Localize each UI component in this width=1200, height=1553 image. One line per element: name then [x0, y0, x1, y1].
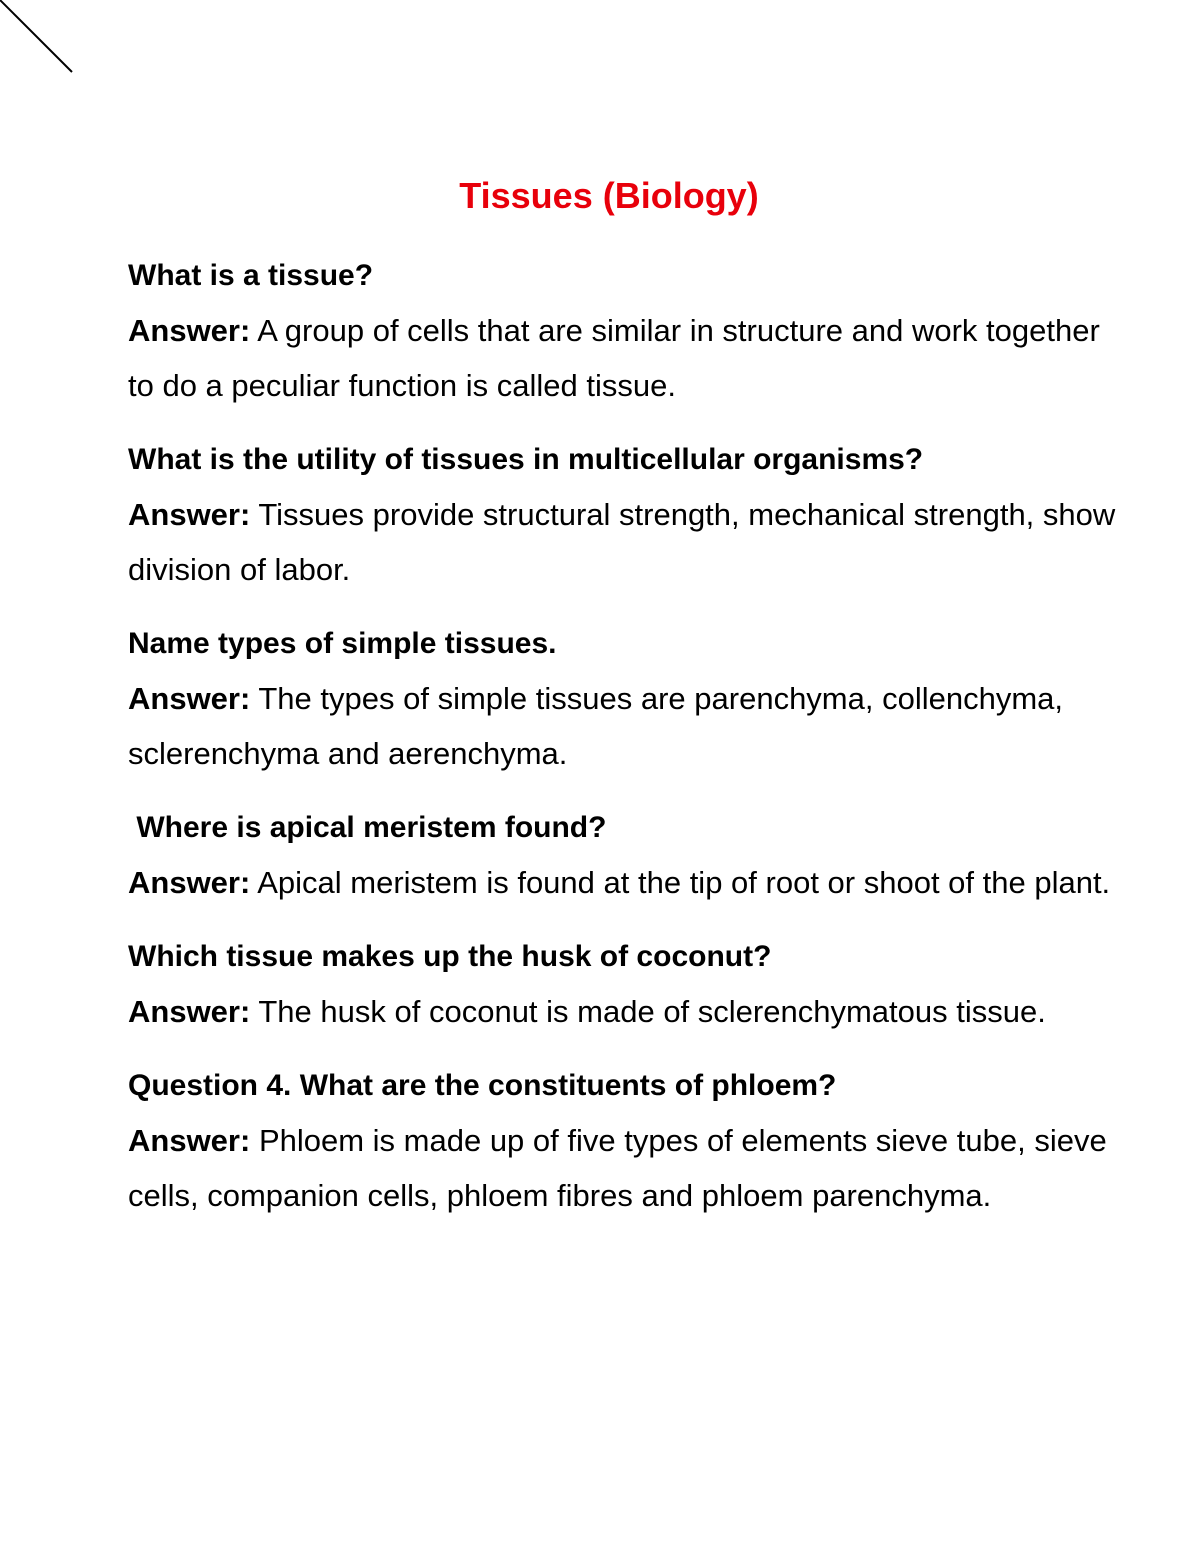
answer-label: Answer:	[128, 497, 251, 532]
question-text: What is a tissue?	[128, 259, 374, 292]
answer-label: Answer:	[128, 1123, 251, 1158]
qa-item-2	[128, 432, 1118, 597]
answer-label: Answer:	[128, 865, 251, 900]
question-text: Question 4. What are the constituents of phloem?	[128, 1069, 837, 1102]
answer-text: The husk of coconut is made of sclerenchymatous tissue.	[258, 994, 1046, 1029]
qa-item-3	[128, 616, 1118, 781]
page-title: Tissues (Biology)	[459, 175, 759, 216]
answer-text: Tissues provide structural strength, mechanical strength, show division of labor.	[128, 497, 1116, 587]
answer-text: A group of cells that are similar in structure and work together to do a peculiar function is called tissue.	[128, 313, 1100, 403]
answer-text: The types of simple tissues are parenchyma, collenchyma, sclerenchyma and aerenchyma.	[128, 681, 1064, 771]
answer-paragraph	[128, 303, 1118, 413]
answer-paragraph	[128, 671, 1118, 781]
answer-label: Answer:	[128, 994, 251, 1029]
answer-paragraph	[128, 1113, 1118, 1223]
corner-diagonal-line	[0, 0, 80, 80]
answer-text: Apical meristem is found at the tip of root or shoot of the plant.	[257, 865, 1111, 900]
answer-label: Answer:	[128, 313, 251, 348]
qa-item-6	[128, 1058, 1118, 1223]
qa-item-5	[128, 929, 1118, 1039]
answer-paragraph	[128, 855, 1118, 910]
answer-label: Answer:	[128, 681, 251, 716]
question-text: Where is apical meristem found?	[128, 811, 607, 844]
qa-item-1	[128, 248, 1118, 413]
answer-paragraph	[128, 984, 1118, 1039]
question-text: Name types of simple tissues.	[128, 627, 557, 660]
qa-item-4	[128, 800, 1118, 910]
question-text: Which tissue makes up the husk of coconut?	[128, 940, 772, 973]
answer-paragraph	[128, 487, 1118, 597]
answer-text: Phloem is made up of five types of elements sieve tube, sieve cells, companion cells, phloem fibres and phloem parenchyma.	[128, 1123, 1107, 1213]
qa-list	[128, 248, 1118, 1242]
question-text: What is the utility of tissues in multicellular organisms?	[128, 443, 924, 476]
